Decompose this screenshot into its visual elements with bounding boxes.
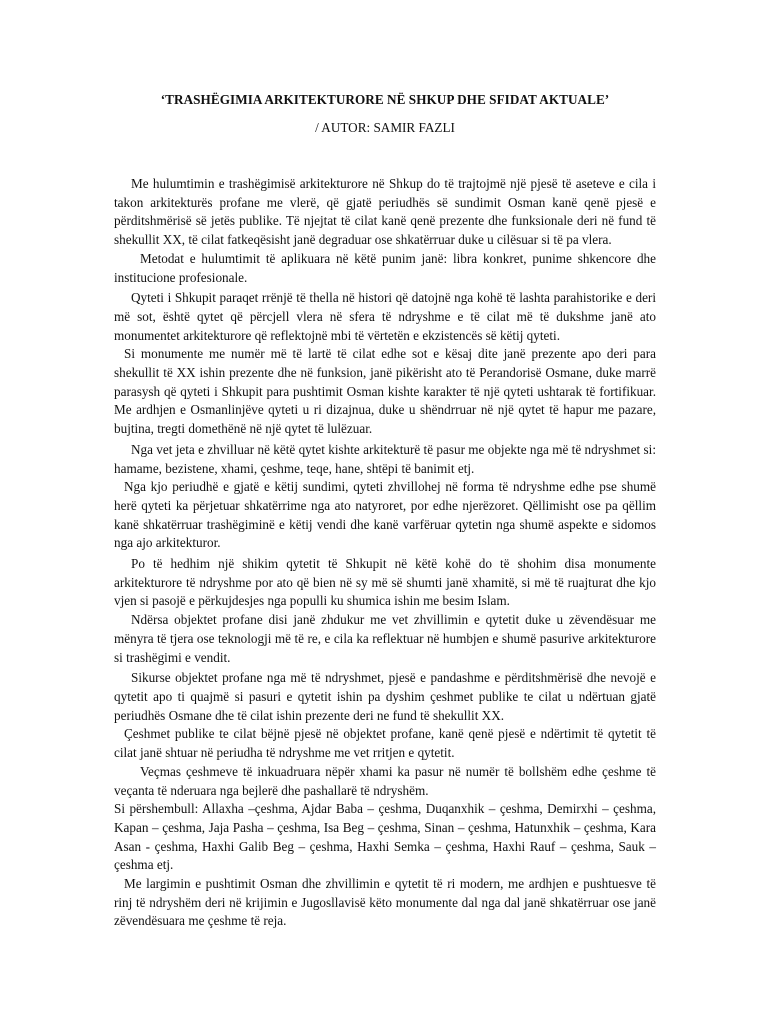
- paragraph: Me hulumtimin e trashëgimisë arkitekturore në Shkup do të trajtojmë një pjesë të aseteve e cila i takon arkitekturës profane me vlerë, që gjatë periudhës së sundimit Osman kanë qenë pjesë e përditshmërisë së jetës publike. Të njejtat të cilat kanë qenë prezente dhe funksionale deri në fund të shekullit XX, të cilat fatkeqësisht janë degraduar ose shkatërruar duke u cilësuar si të pa vlera.: [114, 176, 656, 248]
- document-body: [114, 175, 656, 931]
- paragraph: Me largimin e pushtimit Osman dhe zhvillimin e qytetit të ri modern, me ardhjen e pushtuesve të rinj të ndryshëm deri në krijimin e Jugosllavisë këto monumente dal nga dal janë shkatërruar ose janë zëvendësuara me çeshme të reja.: [114, 876, 656, 929]
- document-author: / AUTOR: SAMIR FAZLI: [315, 120, 455, 135]
- paragraph: Qyteti i Shkupit paraqet rrënjë të thella në histori që datojnë nga kohë të lashta parahistorike e deri më sot, është qytet që përcjell vlera në sfera të ndryshme e të cilat më të dukshme janë ato monumentet arkitekturore që reflektojnë mbi të vërtetën e ekzistencës së këtij qyteti.: [114, 290, 656, 343]
- paragraph: Çeshmet publike te cilat bëjnë pjesë në objektet profane, kanë qenë pjesë e ndërtimit të qytetit të cilat janë shtuar në periudha të ndryshme me vet rritjen e qytetit.: [114, 726, 656, 761]
- paragraph: Nga kjo periudhë e gjatë e këtij sundimi, qyteti zhvillohej në forma të ndryshme edhe pse shumë herë qyteti ka përjetuar shkatërrime nga ato natyroret, por edhe njerëzoret. Qëllimisht ose pa qëllim kanë shkatërruar trashëgiminë e këtij vendi dhe kanë varfëruar qytetin nga shumë aspekte e sidomos nga ajo arkitekturor.: [114, 479, 656, 551]
- paragraph: Veçmas çeshmeve të inkuadruara nëpër xhami ka pasur në numër të bollshëm edhe çeshme të veçanta të nderuara nga bejlerë dhe pashallarë të ndryshëm.: [114, 763, 656, 798]
- paragraph: Po të hedhim një shikim qytetit të Shkupit në këtë kohë do të shohim disa monumente arkitekturore të ndryshme por ato që bien në sy më së shumti janë xhamitë, si më të ruajturat dhe kjo vjen si pasojë e përkujdesjes nga populli ku shumica ishin me besim Islam.: [114, 556, 656, 609]
- paragraph: Nga vet jeta e zhvilluar në këtë qytet kishte arkitekturë të pasur me objekte nga më të ndryshmet si: hamame, bezistene, xhami, çeshme, teqe, hane, shtëpi të banimit etj.: [114, 441, 656, 476]
- paragraph: Metodat e hulumtimit të aplikuara në këtë punim janë: libra konkret, punime shkencore dhe institucione profesionale.: [114, 250, 656, 285]
- document-title: ‘TRASHËGIMIA ARKITEKTURORE NË SHKUP DHE SFIDAT AKTUALE’: [160, 92, 610, 107]
- paragraph: Sikurse objektet profane nga më të ndryshmet, pjesë e pandashme e përditshmërisë dhe nevojë e qytetit apo ti quajmë si pasuri e qytetit ishin pa dyshim çeshmet publike te cilat u ndërtuan gjatë periudhës Osmane dhe të cilat ishin prezente deri ne fund të shekullit XX.: [114, 670, 656, 723]
- paragraph: Ndërsa objektet profane disi janë zhdukur me vet zhvillimin e qytetit duke u zëvendësuar me mënyra të tjera ose teknologji më të re, e cila ka reflektuar në humbjen e shumë pasurive arkitekturore si trashëgimi e vendit.: [114, 612, 656, 665]
- paragraph: Si përshembull: Allaxha –çeshma, Ajdar Baba – çeshma, Duqanxhik – çeshma, Demirxhi – çeshma, Kapan – çeshma, Jaja Pasha – çeshma, Isa Beg – çeshma, Sinan – çeshma, Hatunxhik – çeshma, Kara Asan - çeshma, Haxhi Galib Beg – çeshma, Haxhi Semka – çeshma, Haxhi Rauf – çeshma, Sauk – çeshma etj.: [114, 801, 656, 873]
- paragraph: Si monumente me numër më të lartë të cilat edhe sot e kësaj dite janë prezente apo deri para shekullit të XX ishin prezente dhe në funksion, janë pikërisht ato të Perandorisë Osmane, duke marrë parasysh që qyteti i Shkupit para pushtimit Osman kishte karakter të një qyteti ushtarak të fortifikuar. Me ardhjen e Osmanlinjëve qyteti u ri dizajnua, duke u shëndrruar në një qytet të hapur me pazare, bujtina, tregti domethënë në një qytet të lulëzuar.: [114, 346, 656, 437]
